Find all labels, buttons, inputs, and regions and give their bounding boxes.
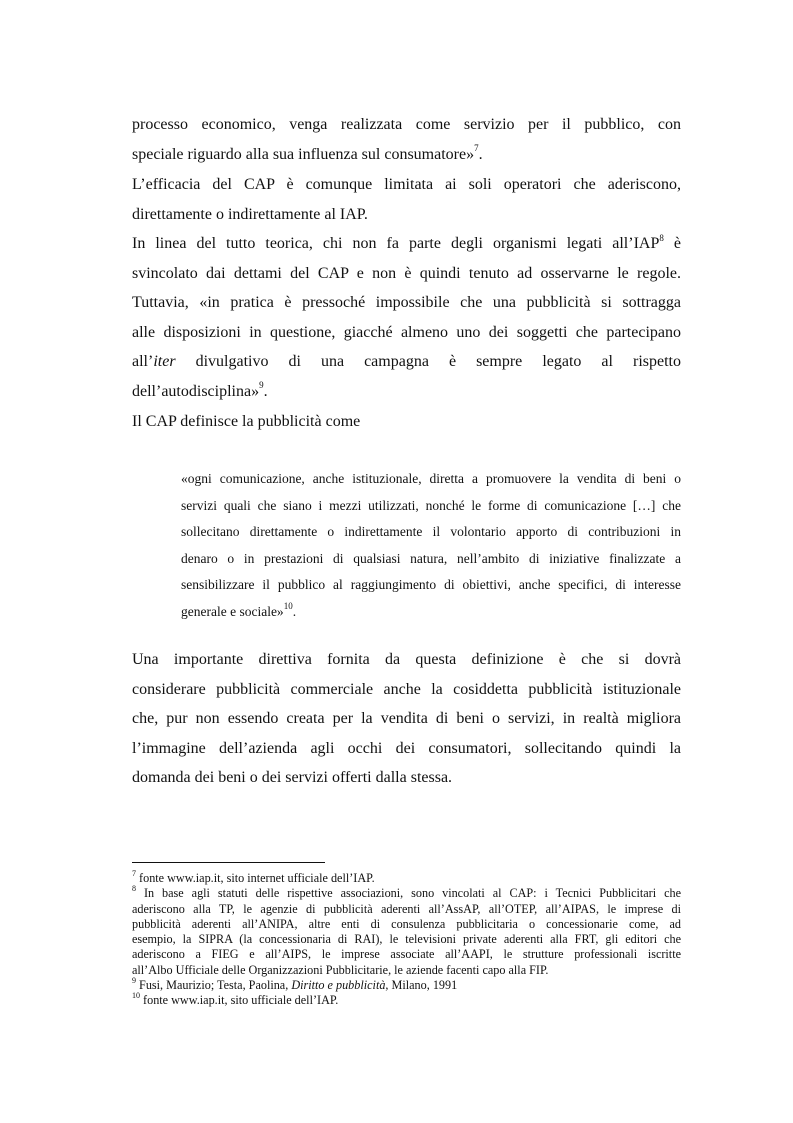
quote-line: sollecitano direttamente o indirettamente il volontario apporto di contribuzioni in xyxy=(181,524,681,539)
footnote-ref: 9 xyxy=(259,380,264,391)
text-line: Tuttavia, «in pratica è pressoché impossibile che una pubblicità si sottragga xyxy=(132,294,681,311)
text-line: all’iter divulgativo di una campagna è sempre legato al rispetto xyxy=(132,353,681,370)
footnote-9: $^9$ Fusi, Maurizio; Testa, Paolina, Diritto e pubblicità, Milano, 1991 xyxy=(132,976,458,993)
paragraph-3 xyxy=(132,229,681,406)
quote-line: denaro o in prestazioni di qualsiasi natura, nell’ambito di iniziative finalizzate a xyxy=(181,550,681,566)
text-line: direttamente o indirettamente al IAP. xyxy=(132,205,368,223)
paragraph-2 xyxy=(132,170,681,229)
footnote-8-line: aderiscono a FIEG e all’AIPS, le imprese associate all’AAPI, le strutture professionali iscritte xyxy=(132,947,681,962)
footnote-ref: 10 xyxy=(283,601,293,611)
footnote-8: $^8$ In base agli statuti delle rispettive associazioni, sono vincolati al CAP: i Tecnici Pubblicitari che xyxy=(132,884,681,901)
text-line: domanda dei beni o dei servizi offerti dalla stessa. xyxy=(132,769,453,786)
footnotes xyxy=(132,868,681,1009)
quote-line: sensibilizzare il pubblico al raggiungimento di obiettivi, anche specifici, di interesse xyxy=(181,577,681,592)
text-line: svincolato dai dettami del CAP e non è quindi tenuto ad osservarne le regole. xyxy=(132,264,681,282)
footnote-7: $^7$ fonte www.iap.it, sito internet ufficiale dell’IAP. xyxy=(132,868,375,885)
footnote-separator xyxy=(132,862,325,863)
text-line: dell’autodisciplina»$^9$. xyxy=(132,380,268,400)
paragraph-4 xyxy=(132,407,681,437)
text-line: speciale riguardo alla sua influenza sul consumatore»$^7$. xyxy=(132,143,483,163)
footnote-ref: 8 xyxy=(659,232,664,243)
footnote-10: $^{10}$ fonte www.iap.it, sito ufficiale dell’IAP. xyxy=(132,991,339,1008)
text-line: In linea del tutto teorica, chi non fa parte degli organismi legati all’IAP$^8$ è xyxy=(132,232,681,252)
footnote-8-line: pubblicità aderenti all’ANIPA, altre enti di consulenza pubblicitaria o concessionarie come, ad xyxy=(132,916,681,931)
quote-line: generale e sociale»$^{10}$. xyxy=(181,601,297,619)
paragraph-1 xyxy=(132,110,681,169)
text-line: alle disposizioni in questione, giacché almeno uno dei soggetti che partecipano xyxy=(132,323,681,341)
footnote-ref: 7 xyxy=(474,143,479,154)
block-quote xyxy=(181,466,681,625)
paragraph-5 xyxy=(132,645,681,793)
footnote-8-line: esempio, la SIPRA (la concessionaria di RAI), le televisioni private aderenti alla FRT, gli editori che xyxy=(132,932,681,947)
footnote-8-line: all’Albo Ufficiale delle Organizzazioni Pubblicitarie, le aziende facenti capo alla FIP. xyxy=(132,962,549,977)
text-line: L’efficacia del CAP è comunque limitata ai soli operatori che aderiscono, xyxy=(132,176,681,193)
text-line: Il CAP definisce la pubblicità come xyxy=(132,413,361,430)
footnote-8-line: aderiscono alla TP, le agenzie di pubblicità aderenti all’AssAP, all’OTEP, all’AIPAS, le imprese di xyxy=(132,901,681,916)
text-line: Una importante direttiva fornita da questa definizione è che si dovrà xyxy=(132,651,681,668)
quote-line: «ogni comunicazione, anche istituzionale, diretta a promuovere la vendita di beni o xyxy=(181,471,681,486)
text-line: l’immagine dell’azienda agli occhi dei consumatori, sollecitando quindi la xyxy=(132,739,681,757)
text-line: che, pur non essendo creata per la vendita di beni o servizi, in realtà migliora xyxy=(132,710,681,727)
text-line: processo economico, venga realizzata come servizio per il pubblico, con xyxy=(132,116,681,133)
quote-line: servizi quali che siano i mezzi utilizzati, nonché le forme di comunicazione […] che xyxy=(181,497,681,513)
text-line: considerare pubblicità commerciale anche la cosiddetta pubblicità istituzionale xyxy=(132,680,681,698)
